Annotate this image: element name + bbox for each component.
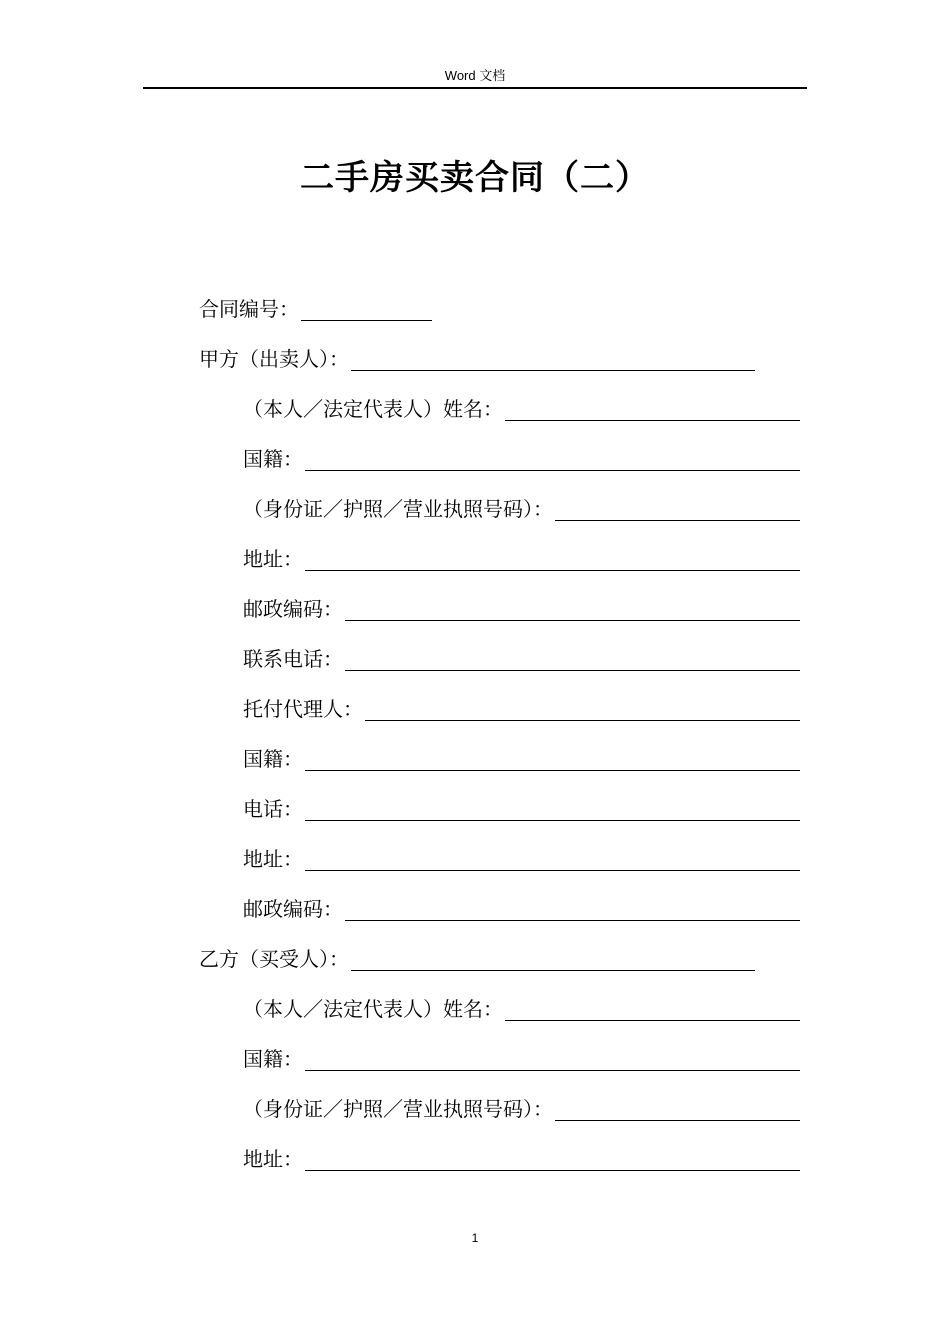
field-party-b-nationality (243, 1044, 800, 1074)
field-blank[interactable] (555, 1120, 800, 1121)
field-label: 国籍： (243, 747, 303, 771)
field-blank[interactable] (305, 1170, 800, 1171)
field-label: 乙方（买受人）： (199, 947, 349, 971)
field-party-b-address (243, 1144, 800, 1174)
field-party-a-nationality (243, 444, 800, 474)
field-agent (243, 694, 800, 724)
field-label: 合同编号： (199, 297, 299, 321)
field-label: 地址： (243, 847, 303, 871)
field-label: 邮政编码： (243, 597, 343, 621)
field-blank[interactable] (301, 320, 432, 321)
field-blank[interactable] (305, 570, 800, 571)
field-blank[interactable] (345, 920, 800, 921)
field-label: 国籍： (243, 447, 303, 471)
field-agent-address (243, 844, 800, 874)
document-title: 二手房买卖合同（二） (300, 158, 650, 198)
field-blank[interactable] (305, 470, 800, 471)
field-blank[interactable] (345, 670, 800, 671)
page-header: Word 文档 (444, 68, 506, 83)
field-contract-number (199, 294, 432, 324)
field-party-a-name (243, 394, 800, 424)
field-label: 地址： (243, 547, 303, 571)
field-agent-nationality (243, 744, 800, 774)
page-number: 1 (471, 1231, 479, 1245)
field-label: （身份证／护照／营业执照号码）： (243, 1097, 553, 1121)
field-label: 托付代理人： (243, 697, 363, 721)
field-party-b-id-number (243, 1094, 800, 1124)
field-label: 地址： (243, 1147, 303, 1171)
field-blank[interactable] (505, 420, 800, 421)
field-blank[interactable] (305, 870, 800, 871)
field-party-a-postcode (243, 594, 800, 624)
field-party-a-id-number (243, 494, 800, 524)
field-party-a (199, 344, 755, 374)
field-label: 电话： (243, 797, 303, 821)
field-party-a-phone (243, 644, 800, 674)
field-blank[interactable] (305, 1070, 800, 1071)
field-blank[interactable] (351, 370, 755, 371)
field-label: 联系电话： (243, 647, 343, 671)
field-party-b (199, 944, 755, 974)
field-blank[interactable] (365, 720, 800, 721)
field-blank[interactable] (305, 820, 800, 821)
field-agent-postcode (243, 894, 800, 924)
field-blank[interactable] (351, 970, 755, 971)
field-blank[interactable] (555, 520, 800, 521)
field-party-a-address (243, 544, 800, 574)
field-blank[interactable] (345, 620, 800, 621)
header-rule (143, 87, 807, 89)
field-agent-phone (243, 794, 800, 824)
field-party-b-name (243, 994, 800, 1024)
field-label: （身份证／护照／营业执照号码）： (243, 497, 553, 521)
field-blank[interactable] (505, 1020, 800, 1021)
field-label: （本人／法定代表人）姓名： (243, 397, 503, 421)
field-label: 邮政编码： (243, 897, 343, 921)
field-label: （本人／法定代表人）姓名： (243, 997, 503, 1021)
field-label: 国籍： (243, 1047, 303, 1071)
field-blank[interactable] (305, 770, 800, 771)
field-label: 甲方（出卖人）： (199, 347, 349, 371)
